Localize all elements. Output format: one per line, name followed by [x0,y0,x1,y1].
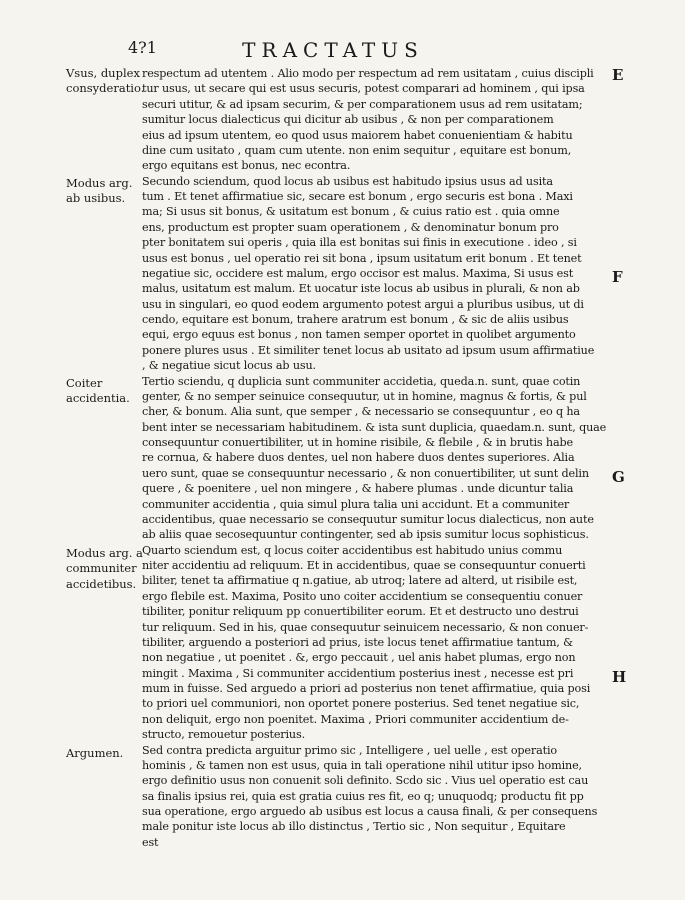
text-line: communiter accidentia , quia simul plura talia uni accidunt. Et a communiter [142,497,570,511]
text-line: tur reliquum. Sed in his, quae consequutur seinuicem necessario, & non conuer- [142,620,589,634]
text-line: tibiliter, ponitur reliquum pp conuertibiliter eorum. Et et destructo uno destrui [142,605,579,619]
text-line: ergo flebile est. Maxima, Posito uno coiter accidentium se consequentiu conuer [142,589,583,603]
section-letter-h: H [612,668,627,686]
text-line: ens, productum est propter suam operationem , & denominatur bonum pro [142,220,559,234]
text-line: cendo, equitare est bonum, trahere aratrum est bonum , & sic de aliis usibus [142,313,569,326]
margin-note-argumen: Argumen. [66,746,124,760]
text-line: sa finalis ipsius rei, quia est gratia cuius res fit, eo q; unuquodq; productu fit pp [142,789,584,803]
text-line: usus est bonus , uel operatio rei sit bona , ipsum usitatum erit bonum . Et tenet [142,251,582,265]
text-line: accidentibus, quae necessario se consequutur sumitur locus dialecticus, non aute [142,512,594,526]
page-number: 4?1 [128,38,157,57]
text-line: mingit . Maxima , Si communiter accidentium posterius inest , necesse est pri [142,666,574,680]
text-line: structo, remouetur posterius. [142,728,305,742]
text-line: negatiue sic, occidere est malum, ergo occisor est malus. Maxima, Si usus est [142,266,574,280]
text-line: , & negatiue sicut locus ab usu. [142,359,316,373]
text-line: eius ad ipsum utentem, eo quod usus maiorem habet conuenientiam & habitu [142,128,573,142]
body-text [142,66,610,850]
section-letter-e: E [612,66,624,84]
text-line: securi utitur, & ad ipsam securim, & per comparationem usus ad rem usitatam; [142,97,583,111]
section-letter-g: G [612,468,625,486]
text-line: respectum ad utentem . Alio modo per respectum ad rem usitatam , cuius discipli [142,67,594,80]
text-line: tum . Et tenet affirmatiue sic, secare est bonum , ergo securis est bona . Maxi [142,190,573,203]
text-line: non deliquit, ergo non poenitet. Maxima , Priori communiter accidentium de- [142,712,569,726]
text-line: Quarto sciendum est, q locus coiter accidentibus est habitudo unius commu [142,543,563,557]
text-line: ergo definitio usus non conuenit soli definito. Scdo sic . Vius uel operatio est cau [142,774,589,788]
text-line: ponere plures usus . Et similiter tenet locus ab usitato ad ipsum usum affirmatiue [142,343,595,357]
margin-note-coiter-accidentia: Coiter accidentia. [66,376,130,406]
running-title: TRACTATUS [242,38,424,62]
text-line: sua operatione, ergo arguedo ab usibus est locus a causa finali, & per consequens [142,805,598,818]
margin-note-modus-ab-usibus: Modus arg. ab usibus. [66,176,133,206]
text-line: niter accidentiu ad reliquum. Et in accidentibus, quae se consequuntur conuerti [142,559,586,572]
section-letter-f: F [612,268,623,286]
text-line: bent inter se necessariam habitudinem. & ista sunt duplicia, quaedam.n. sunt, quae [142,420,607,434]
text-line: mum in fuisse. Sed arguedo a priori ad posterius non tenet affirmatiue, quia posi [142,682,591,695]
text-line: equi, ergo equus est bonus , non tamen semper oportet in quolibet argumento [142,328,576,342]
text-line: malus, usitatum est malum. Et uocatur iste locus ab usibus in plurali, & non ab [142,282,580,296]
text-line: tur usus, ut secare qui est usus securis, potest comparari ad hominem , qui ipsa [142,82,585,96]
text-line: ab aliis quae secosequuntur contingenter, sed ab ipsis sumitur locus sophisticus. [142,528,589,542]
margin-note-modus-communiter: Modus arg. a communiter accidetibus. [66,546,143,591]
text-line: cher, & bonum. Alia sunt, que semper , & necessario se consequuntur , eo q ha [142,405,580,419]
text-line: quere , & poenitere , uel non mingere , & habere plumas . unde dicuntur talia [142,482,574,496]
text-line: Secundo sciendum, quod locus ab usibus est habitudo ipsius usus ad usita [142,174,553,188]
text-line: ma; Si usus sit bonus, & usitatum est bonum , & cuius ratio est . quia omne [142,205,560,219]
text-line: uero sunt, quae se consequuntur necessario , & non conuertibiliter, ut sunt delin [142,466,589,480]
text-line: hominis , & tamen non est usus, quia in tali operatione nihil utitur ipso homine, [142,758,582,772]
text-line: est [142,835,159,849]
text-line: tibiliter, arguendo a posteriori ad prius, iste locus tenet affirmatiue tantum, & [142,635,573,649]
text-line: consequuntur conuertibiliter, ut in homine risibile, & flebile , & in brutis habe [142,436,573,449]
text-line: Tertio sciendu, q duplicia sunt communiter accidetia, queda.n. sunt, quae cotin [142,374,581,388]
text-line: to priori uel communiori, non oportet ponere posterius. Sed tenet negatiue sic, [142,697,580,711]
text-line: biliter, tenet ta affirmatiue q n.gatiue, ab utroq; latere ad alterd, ut risibile est, [142,574,578,588]
text-line: male ponitur iste locus ab illo distinctus , Tertio sic , Non sequitur , Equitare [142,820,566,834]
text-line: pter bonitatem sui operis , quia illa est bonitas sui finis in executione . ideo , si [142,236,577,250]
text-line: Sed contra predicta arguitur primo sic , Intelligere , uel uelle , est operatio [142,743,557,757]
text-line: ergo equitans est bonus, nec econtra. [142,159,351,173]
text-line: non negatiue , ut poenitet . &, ergo peccauit , uel anis habet plumas, ergo non [142,651,576,665]
text-line: genter, & no semper seinuice consequutur, ut in homine, magnus & fortis, & pul [142,389,587,403]
margin-note-usus-duplex: Vsus, duplex consyderatio. [66,66,145,96]
text-line: re cornua, & habere duos dentes, uel non habere duos dentes superiores. Alia [142,451,575,465]
text-line: usu in singulari, eo quod eodem argumento potest argui a pluribus usibus, ut di [142,297,584,311]
text-line: sumitur locus dialecticus qui dicitur ab usibus , & non per comparationem [142,113,554,127]
text-line: dine cum usitato , quam cum utente. non enim sequitur , equitare est bonum, [142,143,572,157]
